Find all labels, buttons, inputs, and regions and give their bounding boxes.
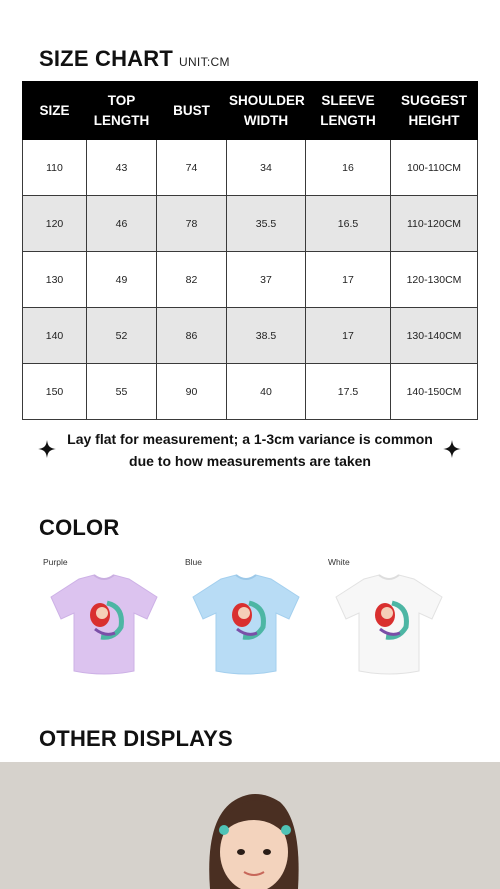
table-row	[23, 308, 478, 364]
swatch-label: Purple	[43, 557, 68, 567]
measurement-note	[60, 428, 440, 472]
tshirt-blue-image	[181, 567, 311, 677]
measurement-note-line2: due to how measurements are taken	[129, 453, 371, 469]
measurement-note-line1: Lay flat for measurement; a 1-3cm variance is common	[67, 431, 433, 447]
table-cell: 16	[306, 140, 391, 196]
girl-portrait-image	[0, 762, 500, 889]
table-header-row	[23, 82, 478, 140]
size-table	[22, 81, 478, 420]
other-displays-title: OTHER DISPLAYS	[39, 726, 233, 751]
table-row	[23, 140, 478, 196]
header-bust: BUST	[157, 82, 227, 140]
table-cell: 82	[157, 252, 227, 308]
color-swatch-blue[interactable]	[181, 557, 311, 682]
table-row	[23, 364, 478, 420]
tshirt-white-image	[324, 567, 454, 677]
sparkle-icon	[38, 440, 56, 458]
swatch-label: White	[328, 557, 350, 567]
table-cell: 140-150CM	[391, 364, 478, 420]
table-cell: 110-120CM	[391, 196, 478, 252]
table-row	[23, 252, 478, 308]
table-cell: 74	[157, 140, 227, 196]
table-cell: 90	[157, 364, 227, 420]
size-chart-heading: SIZE CHART	[39, 46, 173, 71]
table-cell: 38.5	[227, 308, 306, 364]
table-cell: 46	[87, 196, 157, 252]
color-swatch-purple[interactable]	[39, 557, 169, 682]
table-cell: 55	[87, 364, 157, 420]
table-cell: 17	[306, 308, 391, 364]
table-cell: 120-130CM	[391, 252, 478, 308]
table-cell: 37	[227, 252, 306, 308]
table-cell: 120	[23, 196, 87, 252]
table-cell: 34	[227, 140, 306, 196]
table-cell: 78	[157, 196, 227, 252]
table-cell: 110	[23, 140, 87, 196]
swatch-label: Blue	[185, 557, 203, 567]
header-top-length: TOP LENGTH	[87, 82, 157, 140]
table-cell: 17	[306, 252, 391, 308]
table-cell: 100-110CM	[391, 140, 478, 196]
size-chart-unit: UNIT:CM	[179, 55, 230, 69]
table-row	[23, 196, 478, 252]
header-suggest-height: SUGGEST HEIGHT	[391, 82, 478, 140]
table-cell: 86	[157, 308, 227, 364]
header-size: SIZE	[23, 82, 87, 140]
table-cell: 49	[87, 252, 157, 308]
tshirt-purple-image	[39, 567, 169, 677]
color-swatch-white[interactable]	[324, 557, 454, 682]
table-cell: 43	[87, 140, 157, 196]
header-sleeve-length: SLEEVE LENGTH	[306, 82, 391, 140]
table-cell: 17.5	[306, 364, 391, 420]
table-cell: 16.5	[306, 196, 391, 252]
table-cell: 150	[23, 364, 87, 420]
table-cell: 35.5	[227, 196, 306, 252]
header-shoulder-width: SHOULDER WIDTH	[227, 82, 306, 140]
table-cell: 130-140CM	[391, 308, 478, 364]
table-cell: 130	[23, 252, 87, 308]
sparkle-icon	[443, 440, 461, 458]
model-photo	[0, 762, 500, 889]
table-cell: 52	[87, 308, 157, 364]
color-title: COLOR	[39, 515, 120, 540]
table-cell: 140	[23, 308, 87, 364]
table-cell: 40	[227, 364, 306, 420]
size-chart-title	[39, 46, 230, 72]
